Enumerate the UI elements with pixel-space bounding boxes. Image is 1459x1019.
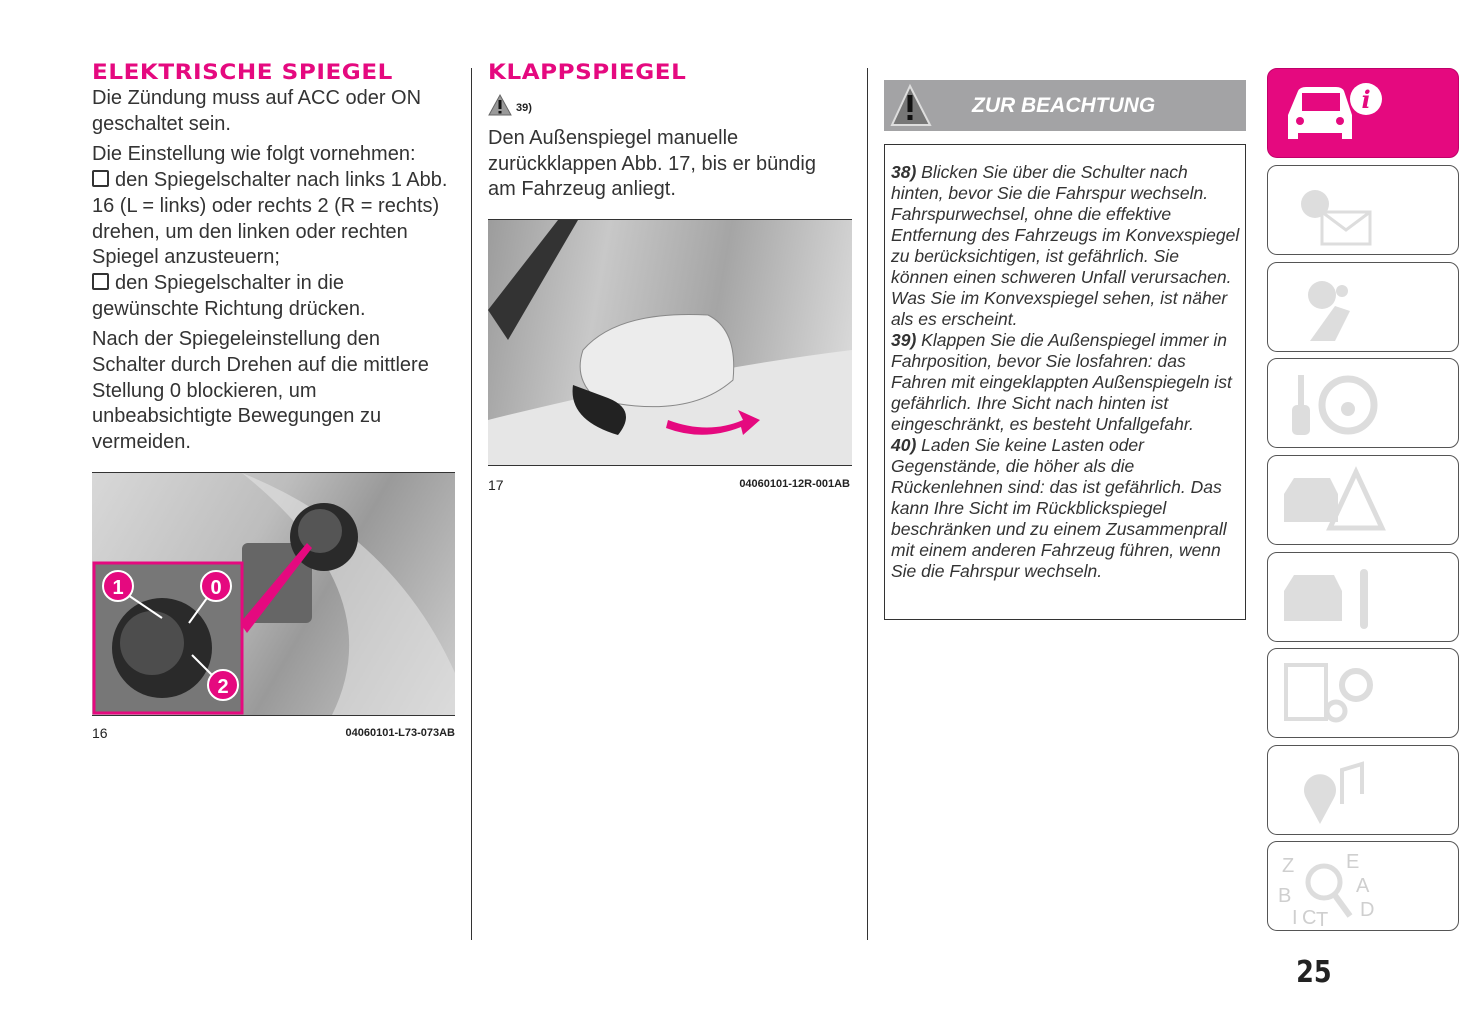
- checkbox-bullet-icon: [92, 273, 109, 290]
- warning-title: ZUR BEACHTUNG: [972, 94, 1156, 117]
- tab-safety[interactable]: [1267, 262, 1459, 352]
- index-search-icon: [1278, 850, 1390, 931]
- bullet-item: [92, 168, 452, 271]
- svg-text:i: i: [1361, 85, 1371, 114]
- figure-number: 17: [488, 477, 504, 493]
- callout-label: 0: [210, 577, 222, 599]
- tab-car-info[interactable]: [1267, 68, 1459, 158]
- warning-num: 38): [891, 162, 917, 182]
- key-steering-wheel-icon: [1280, 367, 1390, 439]
- warning-header: [884, 80, 1246, 131]
- callout-label: 1: [112, 577, 124, 599]
- figure-17-folding-mirror: [488, 219, 852, 466]
- folding-mirror-illustration: [488, 220, 852, 465]
- index-letter: E: [1346, 851, 1360, 873]
- warning-box: [884, 144, 1246, 620]
- paragraph: Nach der Spiegeleinstellung den Schalter durch Drehen auf die mittlere Stellung 0 blockieren, um unbeabsichtigte Bewegungen zu vermeiden.: [92, 328, 429, 454]
- column-divider: [471, 68, 472, 940]
- index-letters: [1278, 851, 1380, 931]
- bullet-item: [92, 271, 452, 322]
- warning-item: Klappen Sie die Außenspiegel immer in Fahrposition, bevor Sie losfahren: das Fahren mit eingeklappten Außenspiegeln ist gefährlich. Ihre Sicht nach hinten ist eingeschränkt, es besteht Unfallgefahr.: [891, 330, 1232, 434]
- warning-triangle-icon: [488, 94, 512, 116]
- warning-reference: [488, 94, 532, 121]
- car-wrench-icon: [1280, 561, 1390, 633]
- warning-text: [885, 145, 1245, 582]
- section-heading-electric-mirrors: ELEKTRISCHE SPIEGEL: [92, 60, 393, 84]
- mirror-switch-illustration: [92, 473, 455, 715]
- checkbox-bullet-icon: [92, 170, 109, 187]
- warning-triangle-icon: [888, 83, 938, 129]
- tab-multimedia[interactable]: [1267, 745, 1459, 835]
- warning-ref-number: 39): [516, 102, 532, 114]
- index-letter: B: [1278, 885, 1292, 907]
- paragraph: Die Einstellung wie folgt vornehmen:: [92, 143, 416, 166]
- specs-gear-icon: [1280, 657, 1390, 729]
- warning-lights-message-icon: [1280, 174, 1390, 246]
- figure-code: 04060101-L73-073AB: [345, 727, 455, 739]
- figure-16-mirror-switch: [92, 472, 455, 716]
- index-letter: D: [1360, 899, 1375, 921]
- bullet-text: den Spiegelschalter in die gewünschte Richtung drücken.: [92, 271, 366, 320]
- warning-item: Laden Sie keine Lasten oder Gegenstände, die höher als die Rückenlehnen sind: das ist gefährlich. Das kann Ihre Sicht im Rückblickspiegel beschränken und zu einem Zusammenprall mit einem anderen Fahrzeug führen, wenn Sie die Fahrspur wechseln.: [891, 435, 1227, 581]
- index-letter: C: [1302, 907, 1317, 929]
- tab-technical-data[interactable]: [1267, 648, 1459, 738]
- page-number: 25: [1296, 955, 1332, 990]
- index-letter: I: [1292, 907, 1298, 929]
- warning-item: Blicken Sie über die Schulter nach hinten, bevor Sie die Fahrspur wechseln. Fahrspurwechsel, ohne die effektive Entfernung des Fahrzeugs im Konvexspiegel zu berücksichtigen, ist gefährlich. Sie können einen schweren Unfall verursachen. Was Sie im Konvexspiegel sehen, ist näher als es erscheint.: [891, 162, 1240, 329]
- warning-num: 40): [891, 435, 917, 455]
- index-letter: T: [1316, 909, 1328, 931]
- car-info-icon: [1280, 77, 1390, 147]
- paragraph: Die Zündung muss auf ACC oder ON geschaltet sein.: [92, 87, 422, 135]
- folding-mirror-text: Den Außenspiegel manuelle zurückklappen Abb. 17, bis er bündig am Fahrzeug anliegt.: [488, 127, 816, 201]
- warning-num: 39): [891, 330, 917, 350]
- tab-maintenance[interactable]: [1267, 552, 1459, 642]
- section-heading-folding-mirror: KLAPPSPIEGEL: [488, 60, 687, 84]
- figure-code: 04060101-12R-001AB: [739, 478, 850, 490]
- index-letter: A: [1356, 875, 1369, 897]
- callout-label: 2: [217, 676, 229, 698]
- tab-emergency[interactable]: [1267, 455, 1459, 545]
- figure-number: 16: [92, 725, 108, 741]
- bullet-text: den Spiegelschalter nach links 1 Abb. 16 (L = links) oder rechts 2 (R = rechts) drehen, um den linken oder rechten Spiegel anzusteuern;: [92, 169, 448, 269]
- electric-mirrors-text: [92, 86, 452, 461]
- index-letter: Z: [1282, 855, 1295, 877]
- car-breakdown-triangle-icon: [1280, 464, 1390, 536]
- seat-belt-airbag-icon: [1280, 271, 1390, 343]
- tab-starting-driving[interactable]: [1267, 358, 1459, 448]
- tab-warning-lights-messages[interactable]: [1267, 165, 1459, 255]
- multimedia-icon: [1280, 754, 1390, 826]
- tab-index[interactable]: [1267, 841, 1459, 931]
- column-divider: [867, 68, 868, 940]
